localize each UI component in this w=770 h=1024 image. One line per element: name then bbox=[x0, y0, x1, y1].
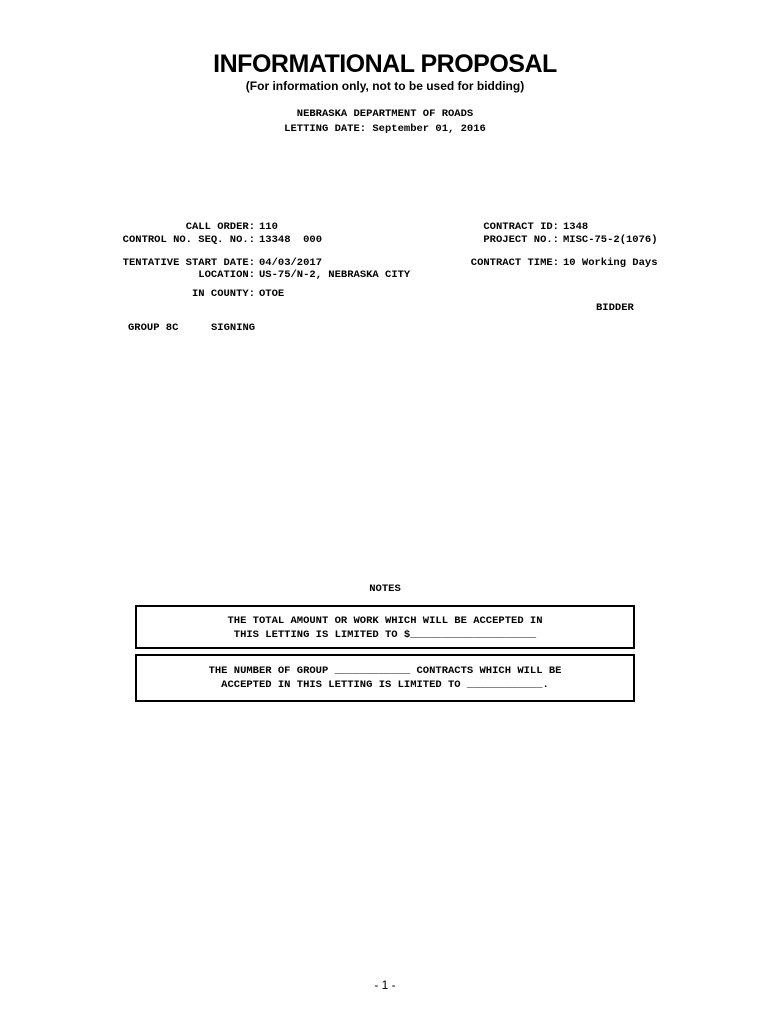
notes-heading: NOTES bbox=[369, 583, 401, 595]
total-amount-note-line-1: THE TOTAL AMOUNT OR WORK WHICH WILL BE ACCEPTED IN bbox=[227, 615, 543, 627]
contract-id-label: CONTRACT ID: bbox=[483, 221, 559, 233]
department-name: NEBRASKA DEPARTMENT OF ROADS bbox=[296, 108, 474, 120]
control-no-label: CONTROL NO. SEQ. NO.: bbox=[122, 234, 255, 246]
total-amount-note-box bbox=[135, 605, 635, 649]
letting-date: LETTING DATE: September 01, 2016 bbox=[284, 123, 486, 135]
group-limit-note-line-1: THE NUMBER OF GROUP ____________ CONTRACTS WHICH WILL BE bbox=[208, 665, 562, 677]
page-title: INFORMATIONAL PROPOSAL bbox=[213, 50, 557, 78]
page-number: - 1 - bbox=[374, 978, 396, 992]
group-name: SIGNING bbox=[211, 322, 256, 334]
total-amount-note-line-2: THIS LETTING IS LIMITED TO $____________________ bbox=[233, 629, 537, 641]
contract-time-label: CONTRACT TIME: bbox=[470, 257, 559, 269]
bidder-label: BIDDER bbox=[596, 302, 634, 314]
call-order-label: CALL ORDER: bbox=[185, 221, 255, 233]
contract-id-value: 1348 bbox=[563, 221, 589, 233]
location-value: US-75/N-2, NEBRASKA CITY bbox=[259, 269, 411, 281]
location-label: LOCATION: bbox=[198, 269, 255, 281]
call-order-value: 110 bbox=[259, 221, 278, 233]
county-value: OTOE bbox=[259, 288, 285, 300]
group-label: GROUP 8C bbox=[128, 322, 179, 334]
county-label: IN COUNTY: bbox=[191, 288, 255, 300]
control-no-value: 13348 000 bbox=[259, 234, 323, 246]
contract-time-value: 10 Working Days bbox=[563, 257, 658, 269]
page-subtitle: (For information only, not to be used for bidding) bbox=[245, 79, 525, 93]
project-no-label: PROJECT NO.: bbox=[483, 234, 559, 246]
start-date-label: TENTATIVE START DATE: bbox=[122, 257, 255, 269]
start-date-value: 04/03/2017 bbox=[259, 257, 323, 269]
project-no-value: MISC-75-2(1076) bbox=[563, 234, 658, 246]
group-limit-note-box bbox=[135, 654, 635, 702]
group-limit-note-line-2: ACCEPTED IN THIS LETTING IS LIMITED TO ____________. bbox=[221, 679, 549, 691]
